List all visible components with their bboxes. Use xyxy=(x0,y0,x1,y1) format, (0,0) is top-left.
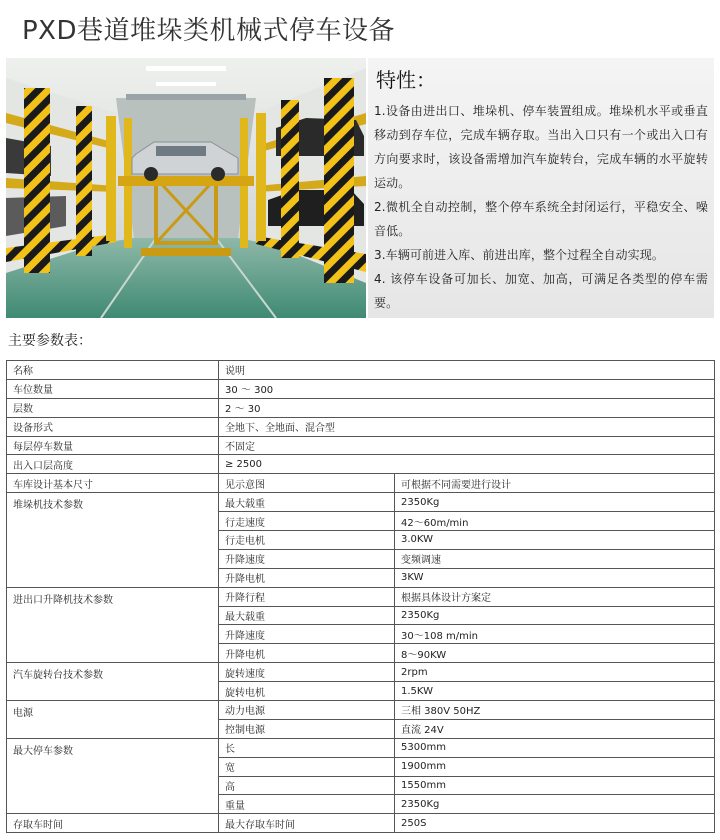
param-value: 3.0KW xyxy=(395,531,715,550)
group-power: 电源 xyxy=(7,701,219,739)
feature-item: 1.设备由进出口、堆垛机、停车装置组成。堆垛机水平或垂直移动到存车位，完成车辆存取。当出入口只有一个或出入口有方向要求时，该设备需增加汽车旋转台，完成车辆的水平旋转运动。 xyxy=(374,104,708,190)
param-item: 升降电机 xyxy=(219,568,395,587)
param-item: 行走速度 xyxy=(219,512,395,531)
feature-item: 3.车辆可前进入库、前进出库，整个过程全自动实现。 xyxy=(374,248,664,262)
param-value: 2350Kg xyxy=(395,493,715,512)
param-value: 3KW xyxy=(395,568,715,587)
table-row xyxy=(7,398,715,417)
table-row xyxy=(7,455,715,474)
table-row xyxy=(7,701,715,720)
table-row xyxy=(7,738,715,757)
param-value: 变频调速 xyxy=(395,549,715,568)
table-row xyxy=(7,417,715,436)
page-title: PXD巷道堆垛类机械式停车设备 xyxy=(22,16,396,46)
feature-item: 4. 该停车设备可加长、加宽、加高，可满足各类型的停车需要。 xyxy=(374,272,708,310)
param-value: 1.5KW xyxy=(395,682,715,701)
param-value: 5300mm xyxy=(395,738,715,757)
param-value: 直流 24V xyxy=(395,719,715,738)
table-row xyxy=(7,587,715,606)
param-name: 出入口层高度 xyxy=(7,455,219,474)
param-item: 重量 xyxy=(219,795,395,814)
features-heading: 特性： xyxy=(376,68,436,92)
group-max-car: 最大停车参数 xyxy=(7,738,219,814)
group-lifter: 进出口升降机技术参数 xyxy=(7,587,219,663)
param-name: 存取车时间 xyxy=(7,814,219,833)
param-item: 最大载重 xyxy=(219,493,395,512)
param-value: ≥ 2500 xyxy=(219,455,715,474)
param-value: 不固定 xyxy=(219,436,715,455)
parameters-table xyxy=(6,360,715,833)
param-item: 宽 xyxy=(219,757,395,776)
param-value: 30 ～ 300 xyxy=(219,379,715,398)
param-item: 升降行程 xyxy=(219,587,395,606)
param-item: 高 xyxy=(219,776,395,795)
param-item: 控制电源 xyxy=(219,719,395,738)
header-desc: 说明 xyxy=(219,361,715,380)
param-item: 旋转速度 xyxy=(219,663,395,682)
param-value: 1550mm xyxy=(395,776,715,795)
table-row xyxy=(7,663,715,682)
param-value: 可根据不同需要进行设计 xyxy=(395,474,715,493)
param-value: 2 ～ 30 xyxy=(219,398,715,417)
param-name: 层数 xyxy=(7,398,219,417)
param-value: 2350Kg xyxy=(395,795,715,814)
param-value: 2350Kg xyxy=(395,606,715,625)
table-row xyxy=(7,436,715,455)
header-name: 名称 xyxy=(7,361,219,380)
table-row xyxy=(7,474,715,493)
params-heading: 主要参数表： xyxy=(8,333,92,349)
table-header-row xyxy=(7,361,715,380)
param-name: 每层停车数量 xyxy=(7,436,219,455)
param-value: 全地下、全地面、混合型 xyxy=(219,417,715,436)
param-item: 见示意图 xyxy=(219,474,395,493)
group-stacker: 堆垛机技术参数 xyxy=(7,493,219,587)
param-name: 设备形式 xyxy=(7,417,219,436)
param-value: 1900mm xyxy=(395,757,715,776)
param-value: 三相 380V 50HZ xyxy=(395,701,715,720)
param-item: 旋转电机 xyxy=(219,682,395,701)
param-value: 8～90KW xyxy=(395,644,715,663)
parking-system-photo xyxy=(6,58,366,318)
param-value: 根据具体设计方案定 xyxy=(395,587,715,606)
param-value: 42～60m/min xyxy=(395,512,715,531)
param-item: 长 xyxy=(219,738,395,757)
table-row xyxy=(7,493,715,512)
param-value: 30～108 m/min xyxy=(395,625,715,644)
features-panel xyxy=(368,58,714,318)
group-turntable: 汽车旋转台技术参数 xyxy=(7,663,219,701)
param-value: 2rpm xyxy=(395,663,715,682)
param-value: 250S xyxy=(395,814,715,833)
param-item: 最大存取车时间 xyxy=(219,814,395,833)
feature-item: 2.微机全自动控制，整个停车系统全封闭运行，平稳安全、噪音低。 xyxy=(374,200,708,238)
param-item: 升降速度 xyxy=(219,549,395,568)
table-row xyxy=(7,814,715,833)
param-item: 最大载重 xyxy=(219,606,395,625)
param-item: 动力电源 xyxy=(219,701,395,720)
param-item: 行走电机 xyxy=(219,531,395,550)
param-item: 升降速度 xyxy=(219,625,395,644)
table-row xyxy=(7,379,715,398)
param-name: 车库设计基本尺寸 xyxy=(7,474,219,493)
param-item: 升降电机 xyxy=(219,644,395,663)
param-name: 车位数量 xyxy=(7,379,219,398)
